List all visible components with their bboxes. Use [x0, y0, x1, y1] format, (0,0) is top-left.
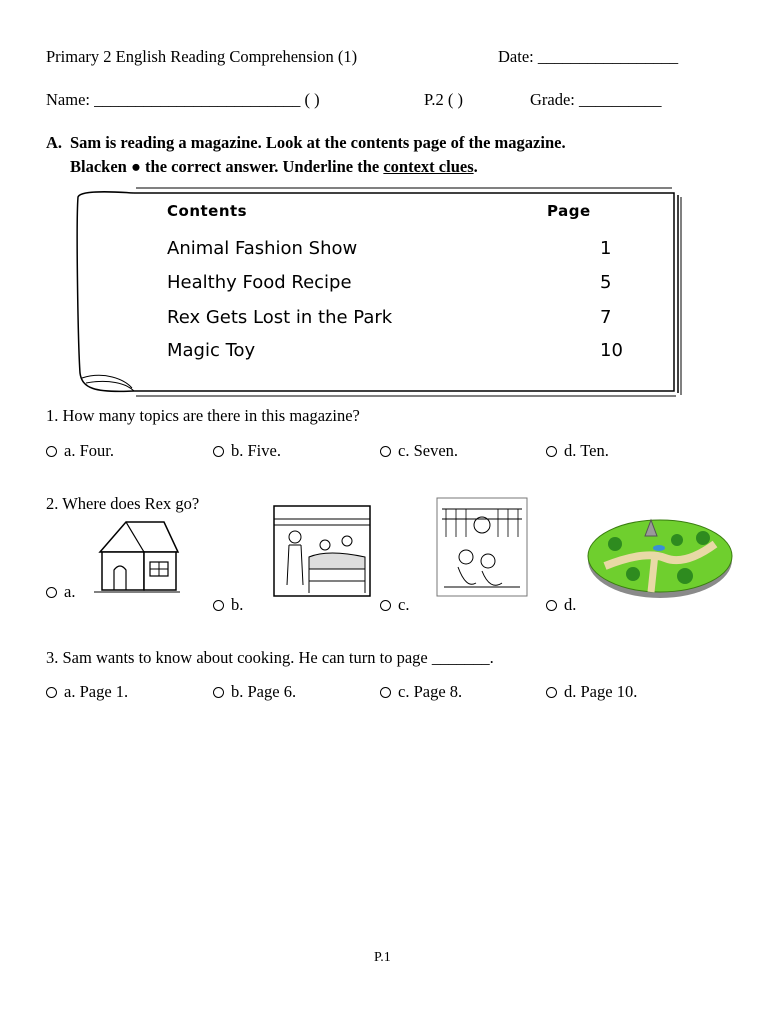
- page-heading: Page: [547, 202, 591, 220]
- contents-row-page: 1: [600, 238, 612, 259]
- q3-option-a[interactable]: a. Page 1.: [46, 682, 128, 702]
- page-number: P.1: [374, 950, 391, 965]
- contents-row-page: 10: [600, 340, 623, 361]
- radio-circle-icon[interactable]: [546, 600, 557, 611]
- radio-circle-icon[interactable]: [46, 587, 57, 598]
- class-field[interactable]: P.2 ( ): [424, 90, 463, 109]
- grade-field[interactable]: Grade: __________: [530, 90, 662, 109]
- park-picture: [585, 514, 735, 600]
- q1-option-d[interactable]: d. Ten.: [546, 441, 609, 461]
- q2-option-c[interactable]: c.: [380, 595, 409, 615]
- context-clues-text: context clues: [383, 157, 474, 176]
- contents-row-page: 7: [600, 307, 612, 328]
- radio-circle-icon[interactable]: [380, 687, 391, 698]
- contents-row-title: Animal Fashion Show: [167, 238, 358, 259]
- contents-row-title: Magic Toy: [167, 340, 256, 361]
- radio-circle-icon[interactable]: [380, 600, 391, 611]
- radio-circle-icon[interactable]: [546, 446, 557, 457]
- contents-page-frame: [74, 183, 684, 398]
- section-instruction-1: Sam is reading a magazine. Look at the contents page of the magazine.: [70, 133, 566, 152]
- radio-circle-icon[interactable]: [213, 600, 224, 611]
- q3-option-b[interactable]: b. Page 6.: [213, 682, 296, 702]
- radio-circle-icon[interactable]: [213, 446, 224, 457]
- contents-row-title: Rex Gets Lost in the Park: [167, 307, 393, 328]
- q3-option-c[interactable]: c. Page 8.: [380, 682, 462, 702]
- name-field[interactable]: Name: _________________________ ( ): [46, 90, 320, 109]
- question-2: 2. Where does Rex go?: [46, 494, 200, 513]
- contents-heading: Contents: [167, 202, 248, 220]
- q1-option-b[interactable]: b. Five.: [213, 441, 281, 461]
- zoo-picture: [436, 497, 528, 597]
- section-instruction-2: Blacken ● the correct answer. Underline the context clues.: [70, 157, 478, 176]
- section-letter: A.: [46, 133, 63, 152]
- house-picture: [92, 516, 182, 594]
- contents-row-page: 5: [600, 272, 612, 293]
- market-picture: [273, 505, 371, 597]
- q3-option-d[interactable]: d. Page 10.: [546, 682, 637, 702]
- q2-option-a[interactable]: a.: [46, 582, 75, 602]
- contents-row-title: Healthy Food Recipe: [167, 272, 352, 293]
- radio-circle-icon[interactable]: [46, 446, 57, 457]
- worksheet-title: Primary 2 English Reading Comprehension (1): [46, 47, 358, 66]
- q2-option-d[interactable]: d.: [546, 595, 576, 615]
- radio-circle-icon[interactable]: [213, 687, 224, 698]
- radio-circle-icon[interactable]: [46, 687, 57, 698]
- radio-circle-icon[interactable]: [380, 446, 391, 457]
- question-3: 3. Sam wants to know about cooking. He can turn to page _______.: [46, 648, 494, 667]
- q2-option-b[interactable]: b.: [213, 595, 243, 615]
- q1-option-a[interactable]: a. Four.: [46, 441, 114, 461]
- radio-circle-icon[interactable]: [546, 687, 557, 698]
- q1-option-c[interactable]: c. Seven.: [380, 441, 458, 461]
- question-1: 1. How many topics are there in this magazine?: [46, 406, 360, 425]
- date-field[interactable]: Date: _________________: [498, 47, 679, 66]
